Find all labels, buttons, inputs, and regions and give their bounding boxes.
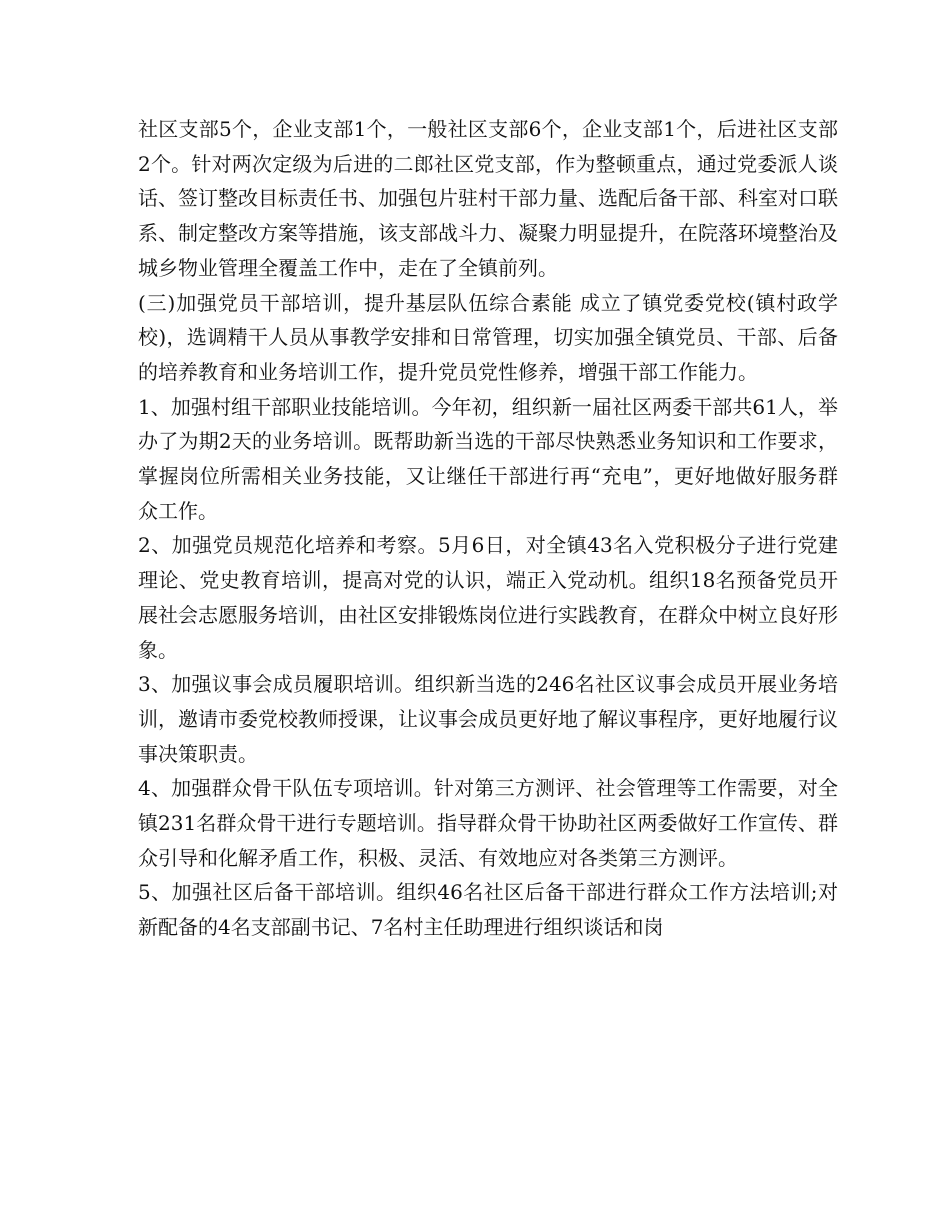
document-body xyxy=(138,112,838,945)
paragraph-7: 5、加强社区后备干部培训。组织46名社区后备干部进行群众工作方法培训;对新配备的4名支部副书记、7名村主任助理进行组织谈话和岗 xyxy=(138,880,838,940)
paragraph-4: 2、加强党员规范化培养和考察。5月6日，对全镇43名入党积极分子进行党建理论、党史教育培训，提高对党的认识，端正入党动机。组织18名预备党员开展社会志愿服务培训，由社区安排锻炼岗位进行实践教育，在群众中树立良好形象。 xyxy=(138,533,838,662)
paragraph-6: 4、加强群众骨干队伍专项培训。针对第三方测评、社会管理等工作需要，对全镇231名群众骨干进行专题培训。指导群众骨干协助社区两委做好工作宣传、群众引导和化解矛盾工作，积极、灵活、有效地应对各类第三方测评。 xyxy=(138,776,838,870)
paragraph-1: 社区支部5个，企业支部1个，一般社区支部6个，企业支部1个，后进社区支部2个。针对两次定级为后进的二郎社区党支部，作为整顿重点，通过党委派人谈话、签订整改目标责任书、加强包片驻村干部力量、选配后备干部、科室对口联系、制定整改方案等措施，该支部战斗力、凝聚力明显提升，在院落环境整治及城乡物业管理全覆盖工作中，走在了全镇前列。 xyxy=(138,117,838,280)
paragraph-2: (三)加强党员干部培训，提升基层队伍综合素能 成立了镇党委党校(镇村政学校)，选调精干人员从事教学安排和日常管理，切实加强全镇党员、干部、后备的培养教育和业务培训工作，提升党员党性修养，增强干部工作能力。 xyxy=(138,290,838,384)
paragraph-3: 1、加强村组干部职业技能培训。今年初，组织新一届社区两委干部共61人，举办了为期2天的业务培训。既帮助新当选的干部尽快熟悉业务知识和工作要求，掌握岗位所需相关业务技能，又让继任干部进行再“充电”，更好地做好服务群众工作。 xyxy=(138,394,838,523)
paragraph-5: 3、加强议事会成员履职培训。组织新当选的246名社区议事会成员开展业务培训，邀请市委党校教师授课，让议事会成员更好地了解议事程序，更好地履行议事决策职责。 xyxy=(138,672,838,766)
